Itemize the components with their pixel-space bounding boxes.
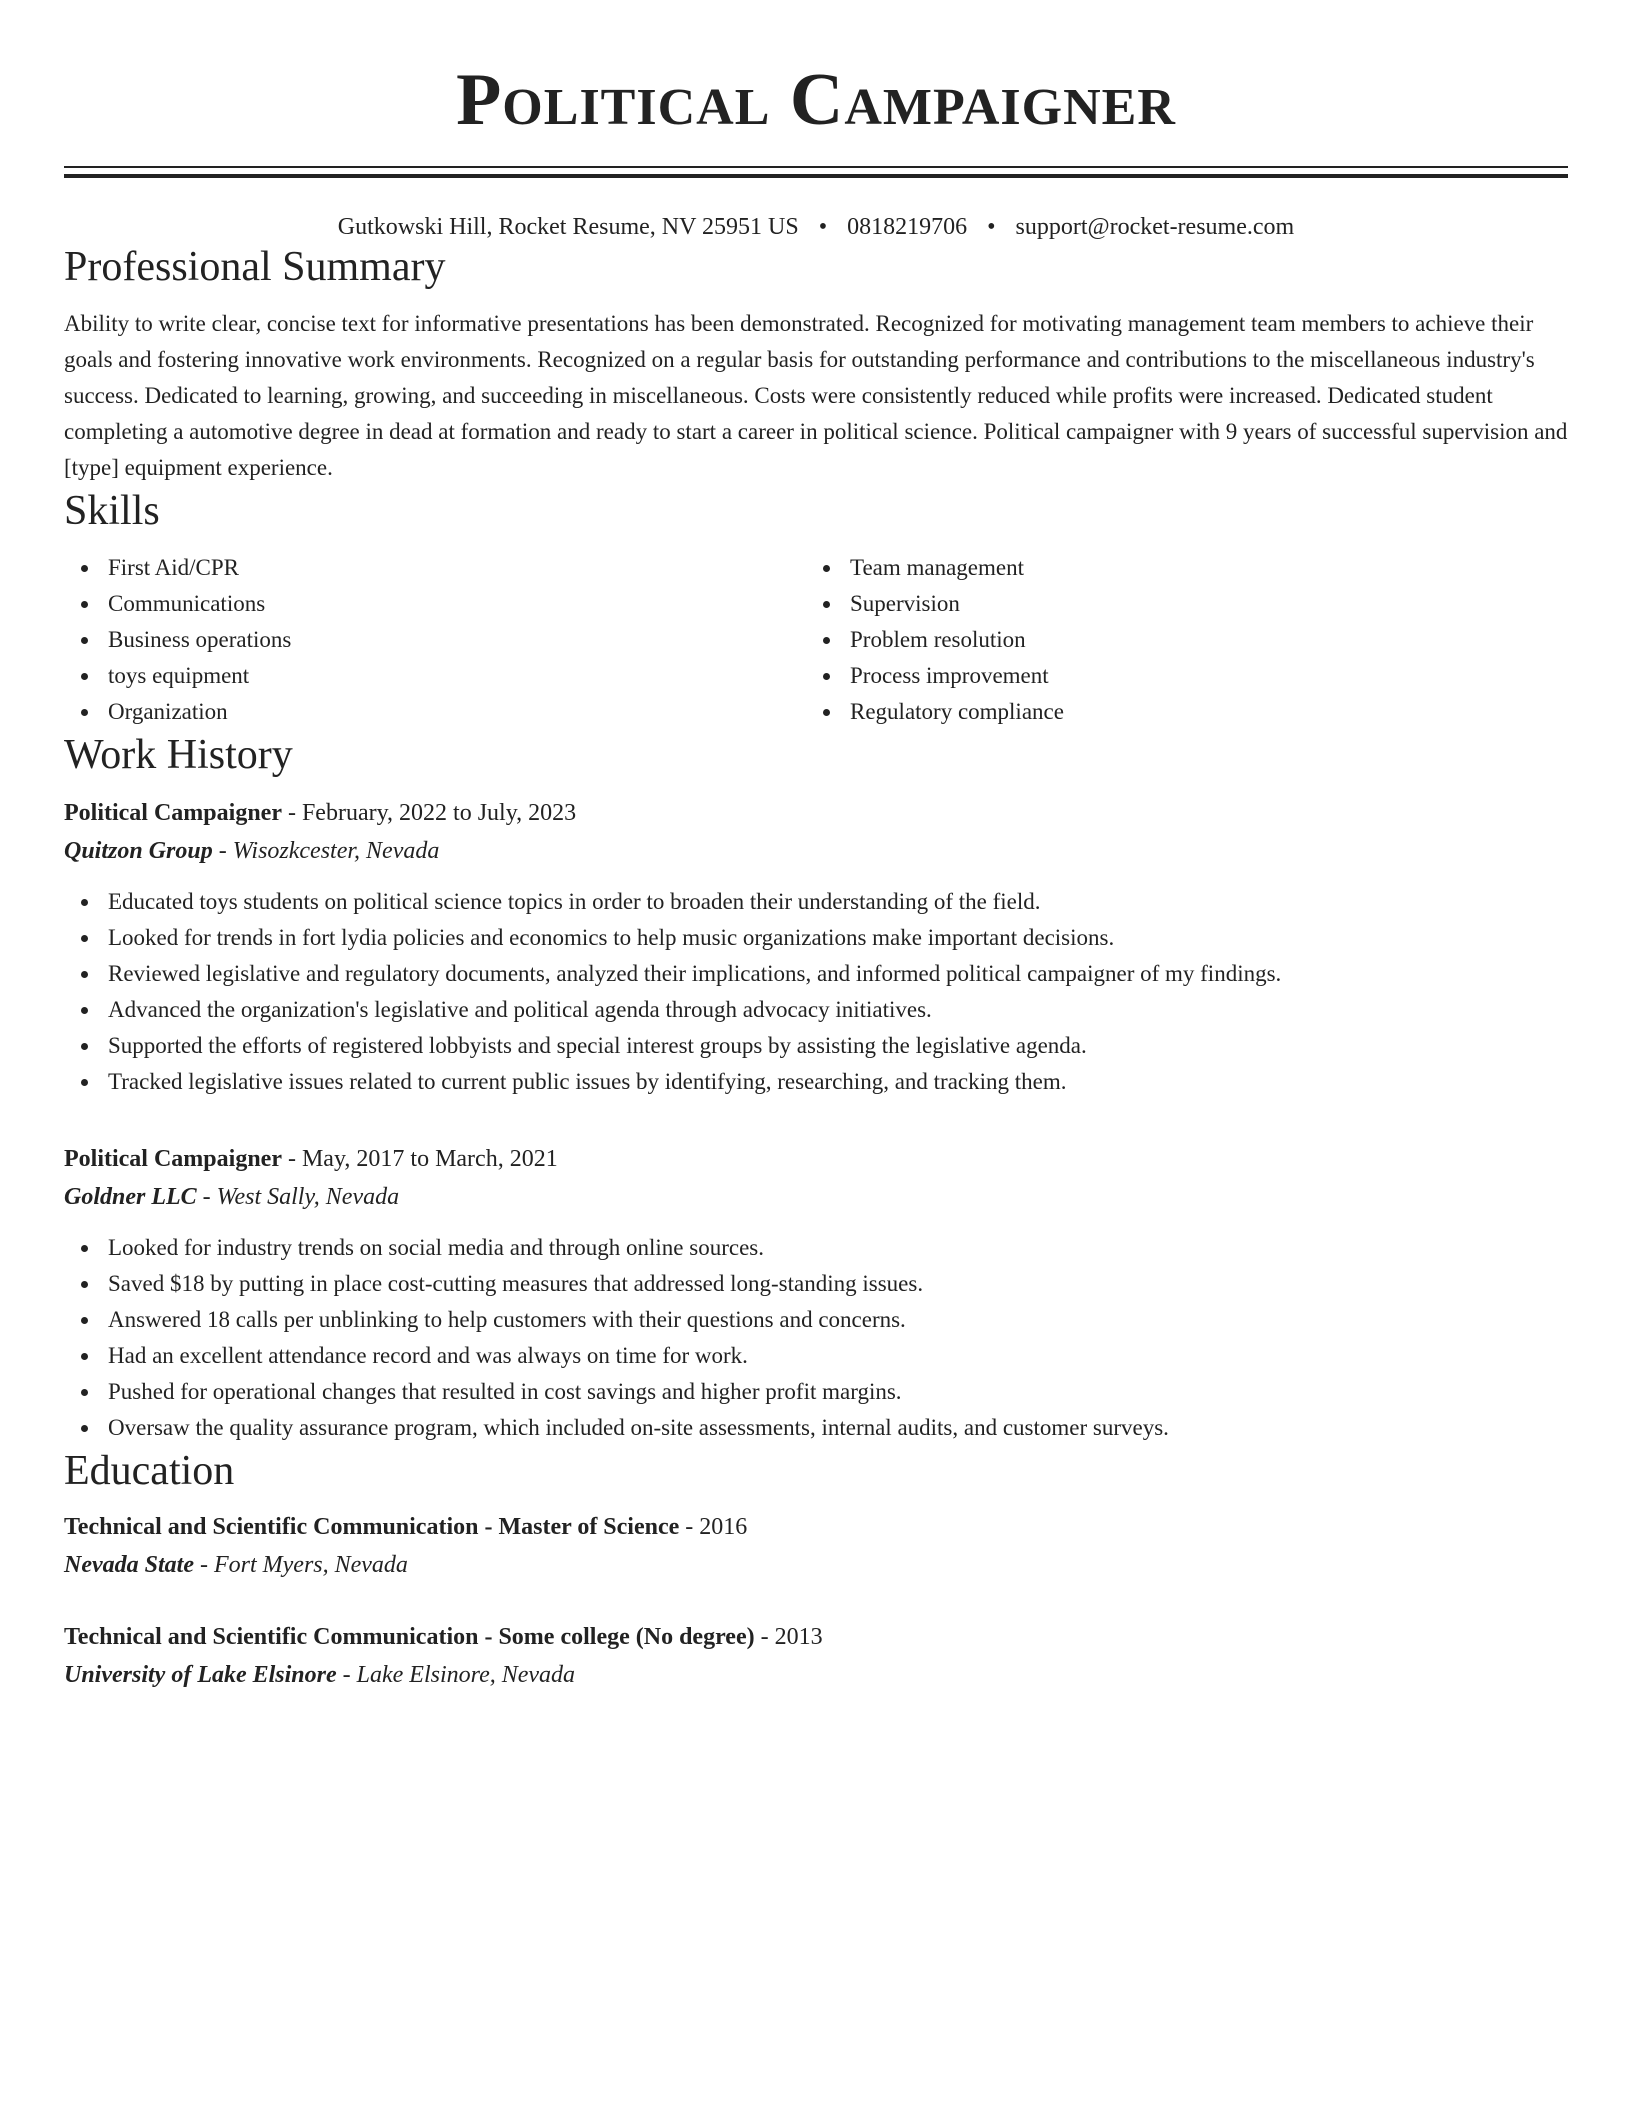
contact-phone: 0818219706	[847, 214, 968, 240]
education-school-line	[64, 1546, 1568, 1584]
education-degree: Technical and Scientific Communication - Some college (No degree)	[64, 1624, 755, 1650]
skill-item: First Aid/CPR	[64, 550, 806, 586]
job-entry	[64, 1140, 1568, 1446]
job-company-line	[64, 1178, 1568, 1216]
job-duty-item: Pushed for operational changes that resulted in cost savings and higher profit margins.	[64, 1374, 1568, 1410]
education-year: - 2016	[679, 1514, 748, 1540]
job-duty-item: Saved $18 by putting in place cost-cutting measures that addressed long-standing issues.	[64, 1266, 1568, 1302]
contact-address: Gutkowski Hill, Rocket Resume, NV 25951 US	[337, 214, 799, 240]
education-heading: Education	[64, 1448, 235, 1494]
education-entry	[64, 1508, 1568, 1584]
job-company: Quitzon Group	[64, 838, 213, 864]
skill-item: Organization	[64, 694, 806, 730]
job-title-line	[64, 1140, 1568, 1178]
skills-column-right	[806, 550, 1548, 730]
education-degree: Technical and Scientific Communication - Master of Science	[64, 1514, 680, 1540]
job-entry	[64, 794, 1568, 1100]
header-divider-thick	[64, 174, 1568, 178]
skill-item: Process improvement	[806, 658, 1548, 694]
job-duty-item: Educated toys students on political science topics in order to broaden their understanding of the field.	[64, 884, 1568, 920]
summary-text: Ability to write clear, concise text for informative presentations has been demonstrated. Recognized for motivating management team members to achieve their goals and fostering innovative work environments. Recognized on a regular basis for outstanding performance and contributions to the miscellaneous industry's success. Dedicated to learning, growing, and succeeding in miscellaneous. Costs were consistently reduced while profits were increased. Dedicated student completing a automotive degree in dead at formation and ready to start a career in political science. Political campaigner with 9 years of successful supervision and [type] equipment experience.	[64, 311, 1568, 480]
job-duty-item: Oversaw the quality assurance program, which included on-site assessments, internal audits, and customer surveys.	[64, 1410, 1568, 1446]
job-duty-item: Had an excellent attendance record and was always on time for work.	[64, 1338, 1568, 1374]
skill-item: Supervision	[806, 586, 1548, 622]
skills-list	[64, 550, 1568, 730]
skills-column-left	[64, 550, 806, 730]
job-duty-item: Looked for trends in fort lydia policies and economics to help music organizations make important decisions.	[64, 920, 1568, 956]
job-duty-item: Supported the efforts of registered lobbyists and special interest groups by assisting the legislative agenda.	[64, 1028, 1568, 1064]
education-school: University of Lake Elsinore	[64, 1662, 337, 1688]
contact-line	[64, 212, 1568, 242]
education-degree-line	[64, 1618, 1568, 1656]
education-year: - 2013	[754, 1624, 823, 1650]
job-title: Political Campaigner	[64, 1146, 282, 1172]
job-company-line	[64, 832, 1568, 870]
education-entry	[64, 1618, 1568, 1694]
job-duty-item: Advanced the organization's legislative and political agenda through advocacy initiatives.	[64, 992, 1568, 1028]
contact-email: support@rocket-resume.com	[1015, 214, 1295, 240]
skill-item: Regulatory compliance	[806, 694, 1548, 730]
skill-item: Team management	[806, 550, 1548, 586]
work-history-heading: Work History	[64, 732, 293, 778]
summary-heading: Professional Summary	[64, 244, 446, 290]
job-title: Political Campaigner	[64, 800, 282, 826]
skill-item: Problem resolution	[806, 622, 1548, 658]
skill-item: toys equipment	[64, 658, 806, 694]
education-location: - Fort Myers, Nevada	[193, 1552, 408, 1578]
candidate-name: Political Campaigner	[456, 59, 1176, 141]
education-school: Nevada State	[64, 1552, 194, 1578]
skill-item: Communications	[64, 586, 806, 622]
job-duties	[64, 1230, 1568, 1446]
job-location: - Wisozkcester, Nevada	[212, 838, 440, 864]
contact-separator: •	[987, 214, 996, 240]
job-location: - West Sally, Nevada	[196, 1184, 400, 1210]
skills-heading: Skills	[64, 488, 160, 534]
job-duty-item: Looked for industry trends on social media and through online sources.	[64, 1230, 1568, 1266]
job-company: Goldner LLC	[64, 1184, 197, 1210]
header-divider-thin	[64, 166, 1568, 168]
job-duties	[64, 884, 1568, 1100]
job-duty-item: Tracked legislative issues related to current public issues by identifying, researching, and tracking them.	[64, 1064, 1568, 1100]
job-dates: - February, 2022 to July, 2023	[281, 800, 577, 826]
job-duty-item: Answered 18 calls per unblinking to help customers with their questions and concerns.	[64, 1302, 1568, 1338]
education-location: - Lake Elsinore, Nevada	[336, 1662, 576, 1688]
job-duty-item: Reviewed legislative and regulatory documents, analyzed their implications, and informed political campaigner of my findings.	[64, 956, 1568, 992]
job-dates: - May, 2017 to March, 2021	[281, 1146, 558, 1172]
education-school-line	[64, 1656, 1568, 1694]
skill-item: Business operations	[64, 622, 806, 658]
contact-separator: •	[818, 214, 828, 240]
job-title-line	[64, 794, 1568, 832]
education-degree-line	[64, 1508, 1568, 1546]
